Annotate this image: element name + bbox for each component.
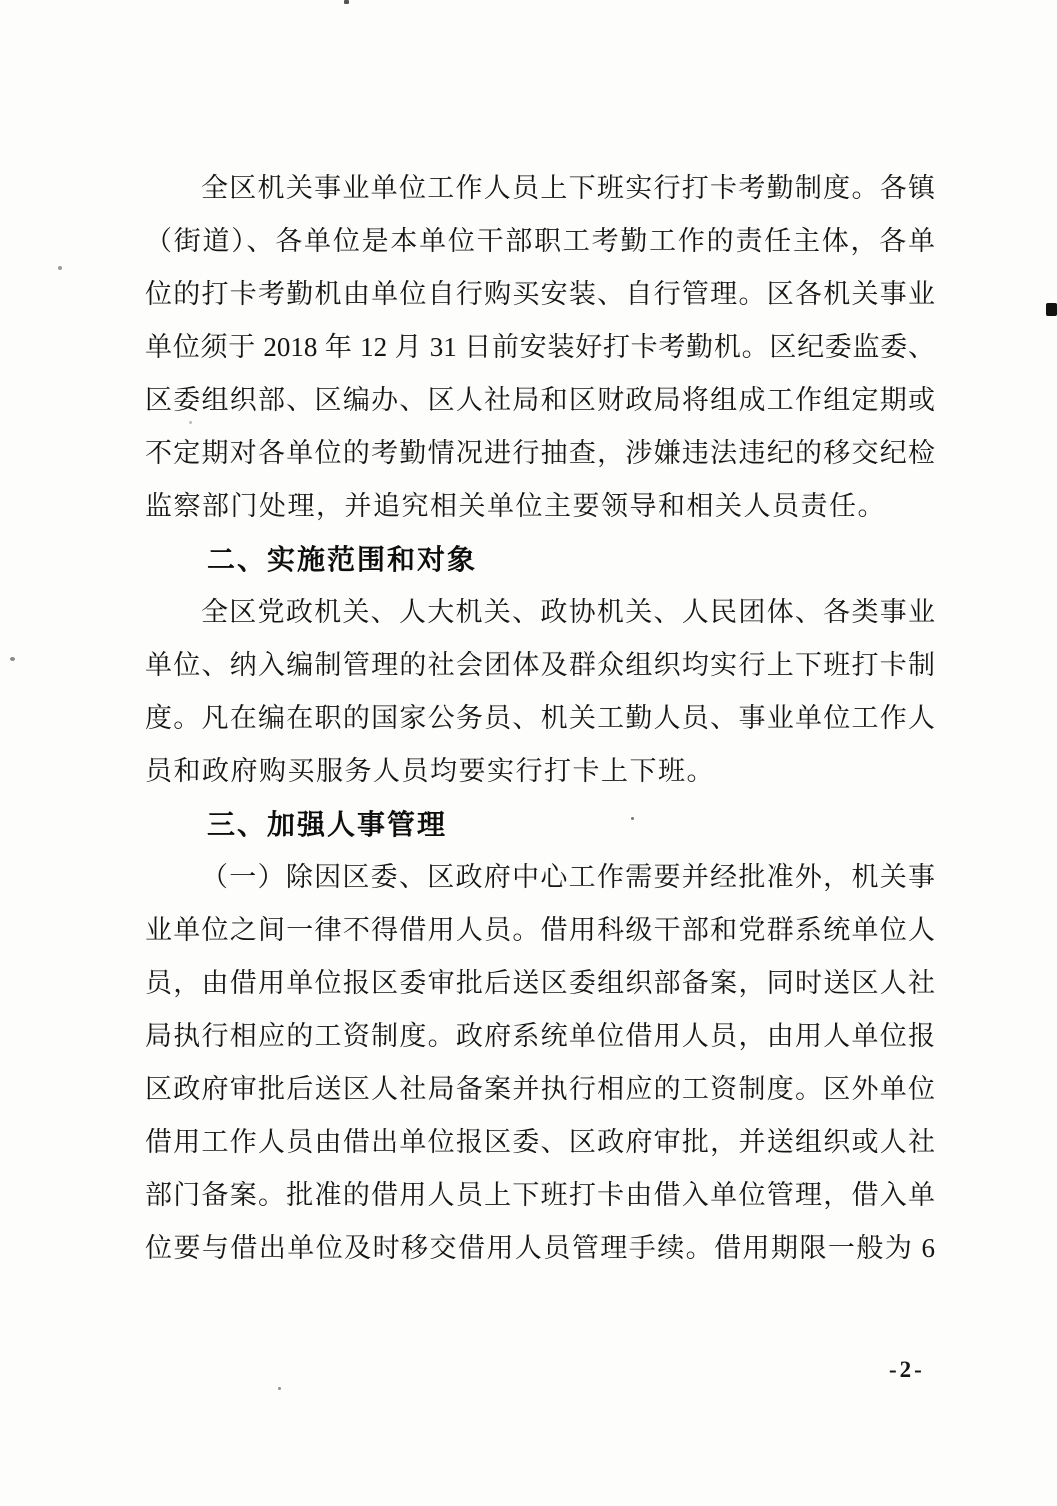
body-line: （街道）、各单位是本单位干部职工考勤工作的责任主体，各单 [145, 226, 935, 256]
scan-speck [344, 0, 349, 4]
body-line: 位的打卡考勤机由单位自行购买安装、自行管理。区各机关事业 [145, 279, 935, 309]
body-line: 部门备案。批准的借用人员上下班打卡由借入单位管理，借入单 [145, 1180, 935, 1210]
body-line: 不定期对各单位的考勤情况进行抽查，涉嫌违法违纪的移交纪检 [145, 438, 935, 468]
body-line: 全区机关事业单位工作人员上下班实行打卡考勤制度。各镇 [201, 173, 935, 203]
body-line: 局执行相应的工资制度。政府系统单位借用人员，由用人单位报 [145, 1021, 935, 1051]
page-number: -2- [889, 1357, 925, 1382]
body-line: 员和政府购买服务人员均要实行打卡上下班。 [145, 756, 715, 786]
body-line: 度。凡在编在职的国家公务员、机关工勤人员、事业单位工作人 [145, 703, 935, 733]
body-line: 业单位之间一律不得借用人员。借用科级干部和党群系统单位人 [145, 915, 935, 945]
scan-speck [631, 817, 634, 820]
document-body [145, 162, 935, 1275]
section-heading-2: 二、实施范围和对象 [207, 544, 478, 575]
scan-speck [58, 266, 62, 270]
body-line: 单位须于 2018 年 12 月 31 日前安装好打卡考勤机。区纪委监委、 [145, 332, 935, 362]
body-line: 员，由借用单位报区委审批后送区委组织部备案，同时送区人社 [145, 968, 935, 998]
section-heading-3: 三、加强人事管理 [207, 809, 448, 840]
body-line: 位要与借出单位及时移交借用人员管理手续。借用期限一般为 6 [145, 1233, 935, 1263]
body-line: 单位、纳入编制管理的社会团体及群众组织均实行上下班打卡制 [145, 650, 935, 680]
scan-speck [10, 657, 15, 661]
body-line: 全区党政机关、人大机关、政协机关、人民团体、各类事业 [201, 597, 935, 627]
body-line: 监察部门处理，并追究相关单位主要领导和相关人员责任。 [145, 491, 886, 521]
scan-speck [1046, 303, 1057, 316]
body-line: （一）除因区委、区政府中心工作需要并经批准外，机关事 [201, 862, 935, 892]
body-line: 借用工作人员由借出单位报区委、区政府审批，并送组织或人社 [145, 1127, 935, 1157]
scan-speck [189, 421, 192, 424]
body-line: 区政府审批后送区人社局备案并执行相应的工资制度。区外单位 [145, 1074, 935, 1104]
scan-speck [278, 1387, 281, 1390]
body-line: 区委组织部、区编办、区人社局和区财政局将组成工作组定期或 [145, 385, 935, 415]
